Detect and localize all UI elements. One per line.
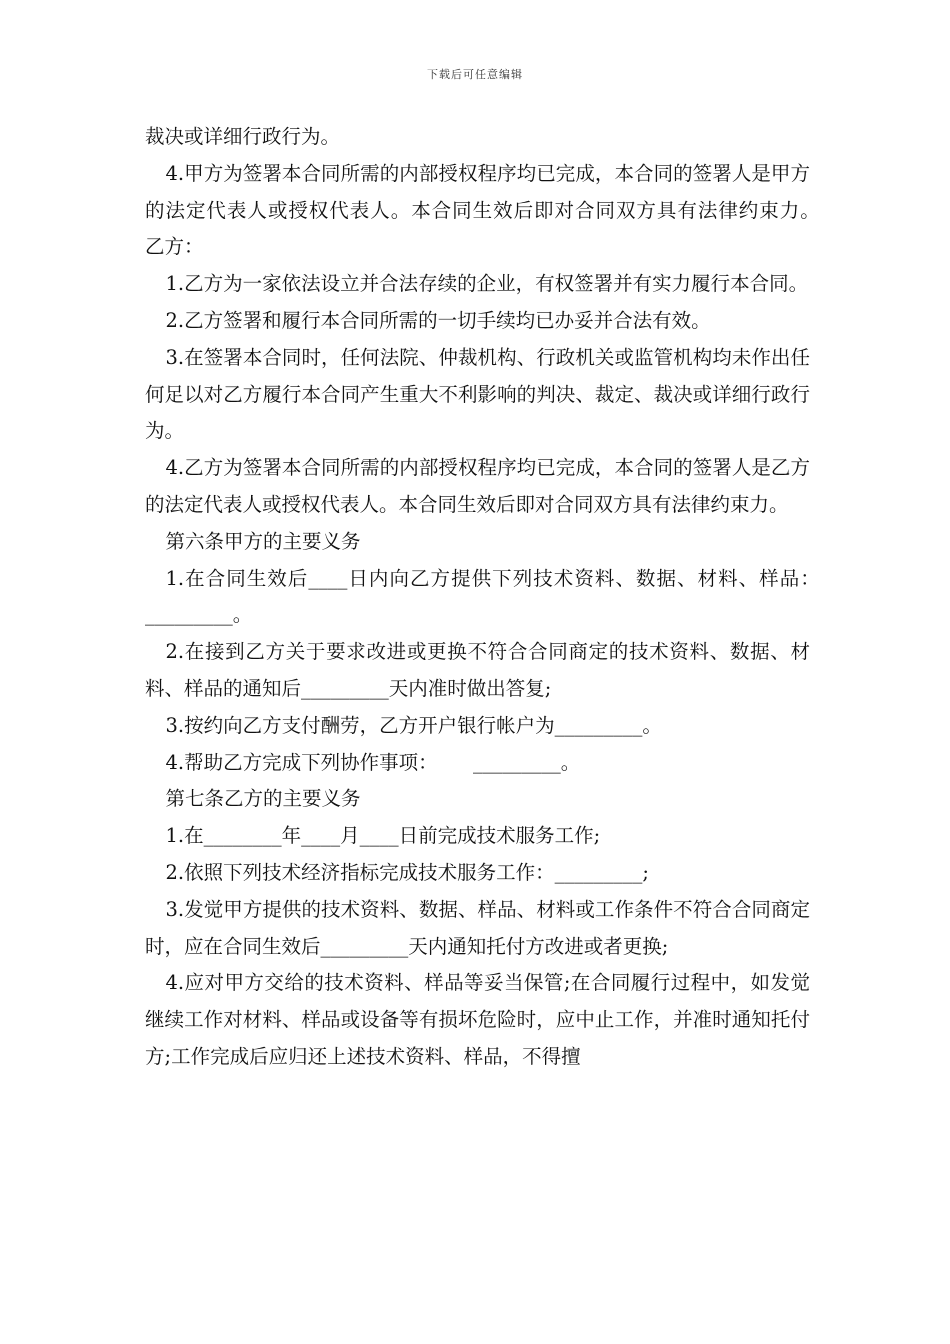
paragraph: 3.发觉甲方提供的技术资料、数据、样品、材料或工作条件不符合合同商定时，应在合同生效后_________天内通知托付方改进或者更换; [145, 897, 810, 958]
document-body [145, 119, 856, 1076]
paragraph: 1.在________年____月____日前完成技术服务工作; [165, 824, 601, 848]
paragraph: 3.在签署本合同时，任何法院、仲裁机构、行政机关或监管机构均未作出任何足以对乙方履行本合同产生重大不利影响的判决、裁定、裁决或详细行政行为。 [145, 345, 810, 443]
paragraph: 1.乙方为一家依法设立并合法存续的企业，有权签署并有实力履行本合同。 [165, 272, 809, 296]
section-heading: 第七条乙方的主要义务 [165, 787, 361, 811]
paragraph: 2.在接到乙方关于要求改进或更换不符合合同商定的技术资料、数据、材料、样品的通知后_________天内准时做出答复; [145, 640, 810, 700]
paragraph: 1.在合同生效后____日内向乙方提供下列技术资料、数据、材料、样品： _________。 [145, 566, 856, 627]
paragraph: 4.甲方为签署本合同所需的内部授权程序均已完成，本合同的签署人是甲方的法定代表人或授权代表人。本合同生效后即对合同双方具有法律约束力。 乙方： [145, 161, 856, 259]
paragraph: 裁决或详细行政行为。 [145, 125, 341, 148]
paragraph: 3.按约向乙方支付酬劳，乙方开户银行帐户为_________。 [165, 713, 662, 737]
paragraph: 2.依照下列技术经济指标完成技术服务工作：_________; [165, 860, 649, 884]
section-heading: 第六条甲方的主要义务 [165, 529, 361, 553]
paragraph: 4.乙方为签署本合同所需的内部授权程序均已完成，本合同的签署人是乙方的法定代表人或授权代表人。本合同生效后即对合同双方具有法律约束力。 [145, 456, 810, 516]
paragraph: 2.乙方签署和履行本合同所需的一切手续均已办妥并合法有效。 [165, 308, 711, 332]
paragraph: 4.应对甲方交给的技术资料、样品等妥当保管;在合同履行过程中，如发觉继续工作对材料、样品或设备等有损坏危险时，应中止工作，并准时通知托付方;工作完成后应归还上述技术资料、样品，不得擅 [145, 971, 810, 1068]
paragraph: 4.帮助乙方完成下列协作事项： _________。 [165, 750, 581, 774]
page-header: 下载后可任意编辑 [427, 68, 523, 81]
